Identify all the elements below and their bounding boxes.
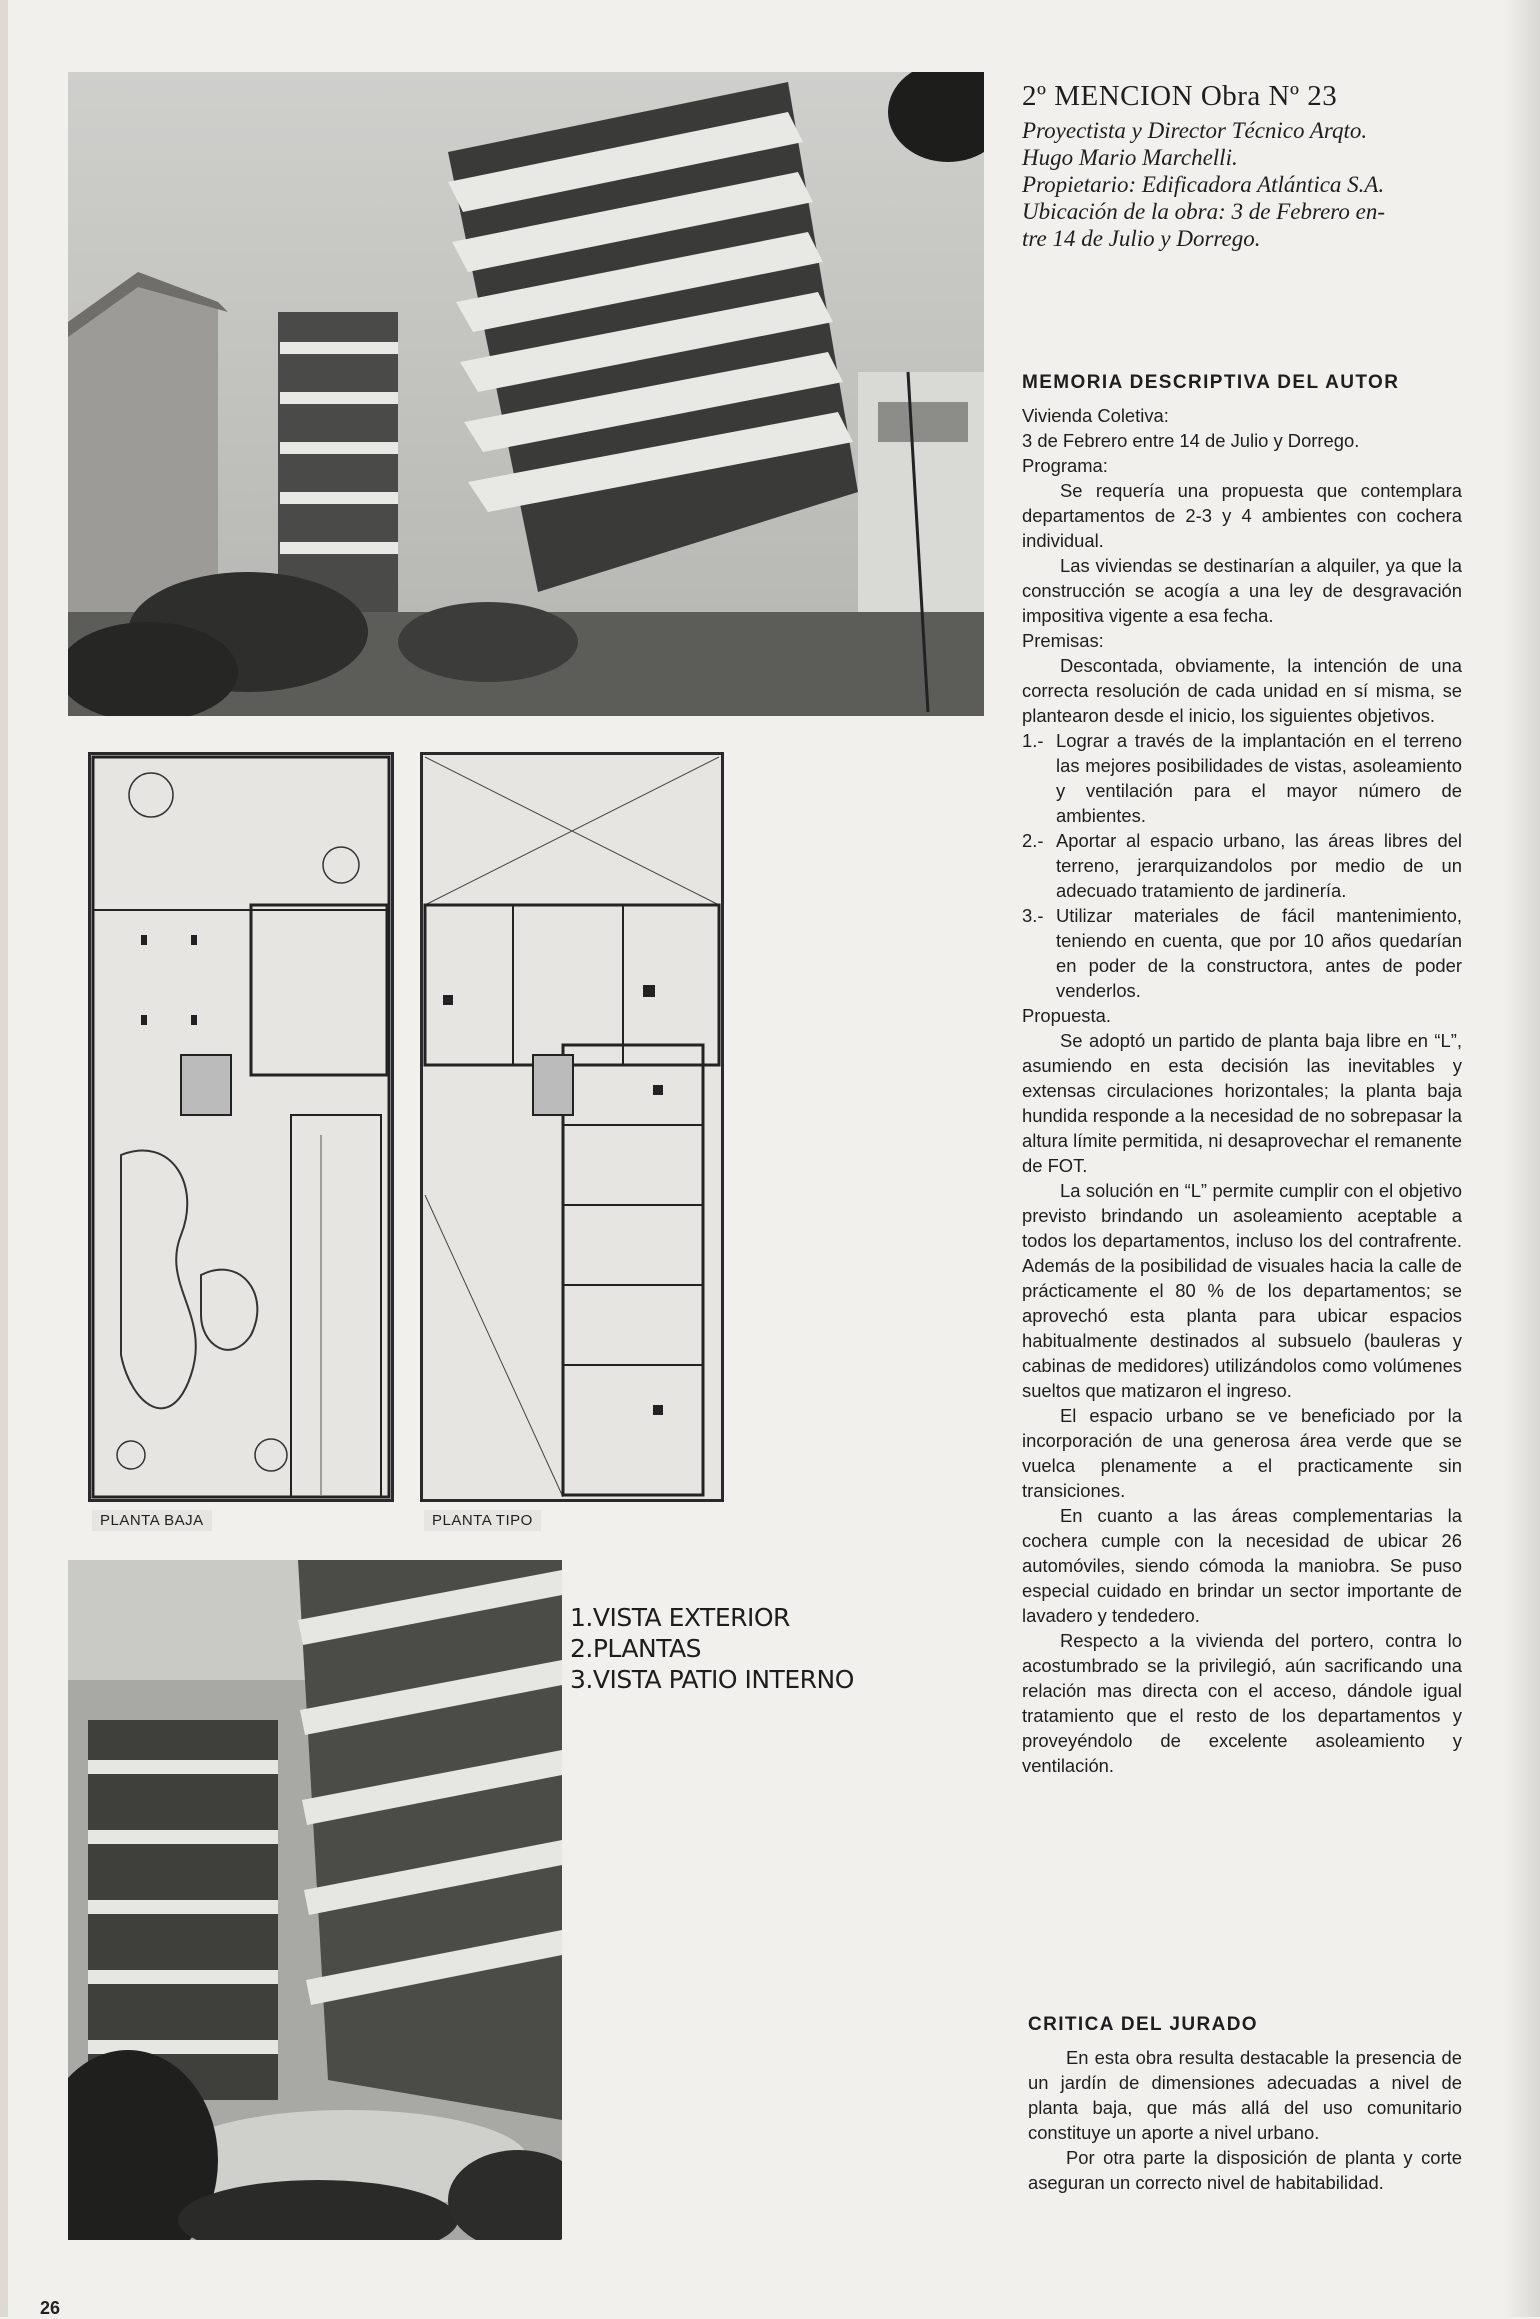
memoria-paragraph: La solución en “L” permite cumplir con el objetivo previsto brindando un asoleamiento aceptable a todos los departamentos, incluso los del contrafrente. Además de la posibilidad de visuales hacia la calle de prácticamente el 80 % de los departamentos; se aprovechó esta planta para ubicar espacios habitualmente destinados al subsuelo (bauleras y cabinas de medidores) utilizándolos como volúmenes sueltos que matizaron el ingreso. xyxy=(1022,1180,1462,1401)
objective-number: 3.- xyxy=(1022,905,1044,926)
ground-floor-plan xyxy=(88,752,394,1502)
typical-floor-plan xyxy=(420,752,724,1502)
critique-paragraph: En esta obra resulta destacable la presencia de un jardín de dimensiones adecuadas a nivel de planta baja, que más allá del uso comunitario constituye un aporte a nivel urbano. xyxy=(1028,2047,1462,2143)
typical-floor-plan-caption: PLANTA TIPO xyxy=(424,1510,541,1531)
memoria-text: Vivienda Coletiva: xyxy=(1022,405,1169,426)
memoria-label: Programa: xyxy=(1022,455,1108,476)
ground-floor-plan-drawing xyxy=(91,755,391,1499)
memoria-paragraph: En cuanto a las áreas complementarias la cochera cumple con la necesidad de ubicar 26 automóviles, siendo cómoda la maniobra. Se puso especial cuidado en brindar un sector importante de lavadero y tendedero. xyxy=(1022,1505,1462,1626)
memoria-title: MEMORIA DESCRIPTIVA DEL AUTOR xyxy=(1022,372,1400,393)
objective-number: 1.- xyxy=(1022,730,1044,751)
memoria-paragraph: Las viviendas se destinarían a alquiler, ya que la construcción se acogía a una ley de desgravación impositiva vigente a esa fecha. xyxy=(1022,555,1462,626)
header-line: Hugo Mario Marchelli. xyxy=(1022,145,1238,170)
memoria-section xyxy=(1022,370,1462,1778)
memoria-text: 3 de Febrero entre 14 de Julio y Dorrego. xyxy=(1022,430,1360,451)
header-line: Ubicación de la obra: 3 de Febrero en- xyxy=(1022,199,1386,224)
figure-legend xyxy=(570,1602,930,1695)
memoria-paragraph: Descontada, obviamente, la intención de una correcta resolución de cada unidad en sí misma, se plantearon desde el inicio, los siguientes objetivos. xyxy=(1022,655,1462,726)
memoria-paragraph: Respecto a la vivienda del portero, contra lo acostumbrado se la privilegió, aún sacrificando una relación mas directa con el acceso, dándole igual tratamiento que el resto de los departamentos y proveyéndolo de excelente asoleamiento y ventilación. xyxy=(1022,1630,1462,1776)
exterior-view-photo xyxy=(68,72,984,716)
objective-item xyxy=(1022,903,1462,1003)
memoria-label: Propuesta. xyxy=(1022,1005,1111,1026)
memoria-label: Premisas: xyxy=(1022,630,1104,651)
objective-number: 2.- xyxy=(1022,830,1044,851)
entry-header xyxy=(1022,80,1482,252)
interior-courtyard-illustration xyxy=(68,1560,562,2240)
page-number: 26 xyxy=(40,2298,61,2318)
ground-floor-plan-caption: PLANTA BAJA xyxy=(92,1510,212,1531)
legend-item: 3.VISTA PATIO INTERNO xyxy=(570,1665,854,1694)
objective-text: Utilizar materiales de fácil mantenimiento, teniendo en cuenta, que por 10 años quedarían en poder de la constructora, antes de poder venderlos. xyxy=(1056,905,1462,1001)
objective-text: Lograr a través de la implantación en el terreno las mejores posibilidades de vistas, asoleamiento y ventilación para el mayor número de ambientes. xyxy=(1056,730,1462,826)
memoria-paragraph: Se adoptó un partido de planta baja libre en “L”, asumiendo en esta decisión las inevitables y extensas circulaciones horizontales; la planta baja hundida responde a la necesidad de no sobrepasar la altura límite permitida, ni desaprovechar el remanente de FOT. xyxy=(1022,1030,1462,1176)
header-line: Proyectista y Director Técnico Arqto. xyxy=(1022,118,1368,143)
page-edge xyxy=(0,0,8,2317)
exterior-view-illustration xyxy=(68,72,984,716)
entry-title: 2º MENCION Obra Nº 23 xyxy=(1022,80,1338,112)
interior-courtyard-photo xyxy=(68,1560,562,2240)
jury-critique-section xyxy=(1028,2012,1462,2195)
objective-text: Aportar al espacio urbano, las áreas libres del terreno, jerarquizandolos por medio de un adecuado tratamiento de jardinería. xyxy=(1056,830,1462,901)
legend-item: 1.VISTA EXTERIOR xyxy=(570,1603,790,1632)
critique-title: CRITICA DEL JURADO xyxy=(1028,2014,1258,2035)
memoria-paragraph: El espacio urbano se ve beneficiado por la incorporación de una generosa área verde que se vuelca plenamente a el practicamente sin transiciones. xyxy=(1022,1405,1462,1501)
objective-item xyxy=(1022,828,1462,903)
objective-item xyxy=(1022,728,1462,828)
typical-floor-plan-drawing xyxy=(423,755,721,1499)
header-line: Propietario: Edificadora Atlántica S.A. xyxy=(1022,172,1385,197)
header-line: tre 14 de Julio y Dorrego. xyxy=(1022,226,1261,251)
memoria-paragraph: Se requería una propuesta que contemplara departamentos de 2-3 y 4 ambientes con cochera individual. xyxy=(1022,480,1462,551)
critique-paragraph: Por otra parte la disposición de planta y corte aseguran un correcto nivel de habitabilidad. xyxy=(1028,2147,1462,2193)
legend-item: 2.PLANTAS xyxy=(570,1634,702,1663)
page-fold-shadow xyxy=(1504,0,1540,2317)
